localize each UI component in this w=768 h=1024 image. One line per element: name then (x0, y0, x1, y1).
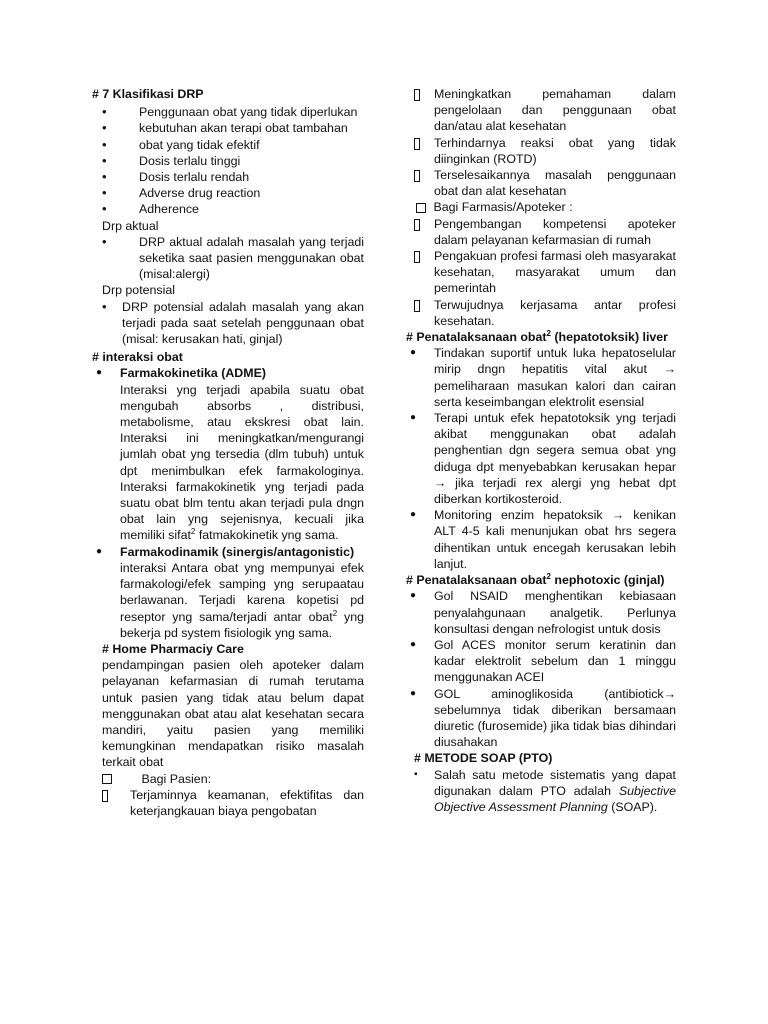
drp-potensial-label: Drp potensial (102, 283, 176, 298)
missing-glyph-icon (414, 300, 420, 312)
nephro-item: ● Gol NSAID menghentikan kebiasaan penyalahgunaan analgetik. Perlunya konsultasi dengan nefrologist untuk dosis (410, 589, 676, 636)
drp-item: • obat yang tidak efektif (102, 136, 260, 152)
drp-potensial-item: • DRP potensial adalah masalah yang akan terjadi pada saat setelah penggunaan obat (misal: kerusakan hati, ginjal) (102, 298, 364, 347)
home-heading: # Home Pharmaciy Care (102, 641, 244, 656)
soap-text: Salah satu metode sistematis yang dapat digunakan dalam PTO adalah Subjective Objective Assessment Planning (SOAP). (434, 767, 676, 814)
drp-item: • Adverse drug reaction (102, 185, 261, 201)
hepato-item: ● Terapi untuk efek hepatotoksik yng terjadi akibat menggunakan obat adalah penghentian dgn segera semua obat yng diduga dpt menyebabkan kerusakan hepar → jika terjadi rex alergi yng hebat dpt diberkan kortikosteroid. (410, 411, 676, 507)
farmakokinetika-text: Interaksi yng terjadi apabila suatu obat mengubah absorbs , distribusi, metabolisme, atau ekskresi obat lain. Interaksi ini meningkatkan/mengurangi jumlah obat yng tersedia (dlm tubuh) untuk dpt menimbulkan efek farmakologinya. Interaksi farmakokinetik yng terjadi pada suatu obat blm tentu akan terjadi pula dngn obat lain yng sejenisnya, kecuali jika memiliki sifat$^2$ fatmakokinetik yng sama. (120, 382, 364, 543)
farmasis-item: Pengakuan profesi farmasi oleh masyarakat kesehatan, masyarakat umum dan pemerintah (406, 248, 676, 297)
farmakodinamik-block: ● Farmakodinamik (sinergis/antagonistic) interaksi Antara obat yng mempunyai efek farmakologi/efek samping yng serupaatau berlawanan. Terjadi karena kopetisi pd reseptor yng sama/terjadi antar obat$^2$ yng bekerja pd system fisiologik yng sama. (92, 544, 364, 641)
drp-heading: # 7 Klasifikasi DRP (92, 87, 204, 101)
drp-item: • Dosis terlalu rendah (102, 169, 250, 185)
missing-glyph-icon (414, 89, 420, 101)
home-text: pendampingan pasien oleh apoteker dalam pelayanan kefarmasian di rumah terutama untuk pasien yang tidak atau belum dapat menggunakan obat atau alat kesehatan secara mandiri, yaitu pasien yang memiliki kemungkinan mendapatkan risiko masalah terkait obat (102, 658, 364, 770)
nephro-heading: # Penatalaksanaan obat$^2$ nephotoxic (ginjal) (406, 571, 665, 588)
left-column (92, 86, 364, 819)
drp-aktual-item: • DRP aktual adalah masalah yang terjadi seketika saat pasien menggunakan obat (misal:alergi) (102, 233, 364, 282)
pasien-item: Terjaminnya keamanan, efektifitas dan keterjangkauan biaya pengobatan (92, 787, 364, 819)
farmakokinetika-block: ● Farmakokinetika (ADME) Interaksi yng terjadi apabila suatu obat mengubah absorbs , distribusi, metabolisme, atau ekskresi obat lain. Interaksi ini meningkatkan/mengurangi jumlah obat yng tersedia (dlm tubuh) untuk dpt menimbulkan efek farmakologinya. Interaksi farmakokinetik yng terjadi pada suatu obat blm tentu akan terjadi pula dngn obat lain yng sejenisnya, kecuali jika memiliki sifat$^2$ fatmakokinetik yng sama. (92, 365, 364, 543)
drp-item: • Penggunaan obat yang tidak diperlukan (102, 104, 358, 120)
checkbox-icon (416, 203, 426, 213)
pasien-item: Terhindarnya reaksi obat yang tidak diinginkan (ROTD) (406, 135, 676, 167)
hepato-item: ● Monitoring enzim hepatoksik → kenikan ALT 4-5 kali menunjukan obat hrs segera dihentikan untuk encegah kerusakan lebih lanjut. (410, 508, 676, 571)
nephro-item: ● GOL aminoglikosida (antibiotick→ sebelumnya tidak diberikan bersamaan diuretic (furosemide) jika tidak bias dihindari diusahakan (410, 686, 676, 750)
bagi-farmasis: Bagi Farmasis/Apoteker : (406, 199, 676, 215)
soap-heading: # METODE SOAP (PTO) (414, 751, 553, 766)
missing-glyph-icon (414, 251, 420, 263)
checkbox-icon (102, 774, 112, 784)
farmakodinamik-title: Farmakodinamik (sinergis/antagonistic) (120, 544, 355, 559)
nephro-item: ● Gol ACES monitor serum keratinin dan kadar elektrolit sebelum dan 1 minggu menggunakan ACEI (410, 637, 676, 685)
drp-item: • Dosis terlalu tinggi (102, 152, 241, 168)
hepato-item: ● Tindakan suportif untuk luka hepatoselular mirip dngn hepatitis vital akut → pemeliharaan masukan kalori dan cairan serta keseimbangan elektrolit esensial (410, 346, 676, 409)
drp-item: • Adherence (102, 201, 199, 217)
missing-glyph-icon (414, 219, 420, 231)
farmakodinamik-text: interaksi Antara obat yng mempunyai efek farmakologi/efek samping yng serupaatau berlawanan. Terjadi karena kopetisi pd reseptor yng sama/terjadi antar obat$^2$ yng bekerja pd system fisiologik yng sama. (120, 560, 364, 640)
soap-item: ▪ Salah satu metode sistematis yang dapat digunakan dalam PTO adalah Subjective Objective Assessment Planning (SOAP). (406, 767, 676, 816)
drp-item: • kebutuhan akan terapi obat tambahan (102, 120, 348, 136)
pasien-item: Meningkatkan pemahaman dalam pengelolaan dan penggunaan obat dan/atau alat kesehatan (406, 86, 676, 135)
pasien-item: Terselesaikannya masalah penggunaan obat dan alat kesehatan (406, 167, 676, 199)
hepato-heading: # Penatalaksanaan obat$^2$ (hepatotoksik) liver (406, 328, 669, 345)
drp-aktual-label: Drp aktual (102, 218, 159, 233)
missing-glyph-icon (102, 790, 108, 802)
bagi-pasien: Bagi Pasien: (92, 771, 364, 787)
missing-glyph-icon (414, 170, 420, 182)
missing-glyph-icon (414, 138, 420, 150)
farmakokinetika-title: Farmakokinetika (ADME) (120, 366, 266, 381)
interaksi-heading: # interaksi obat (92, 350, 183, 365)
right-column (406, 86, 676, 815)
farmasis-item: Terwujudnya kerjasama antar profesi kesehatan. (406, 297, 676, 329)
farmasis-item: Pengembangan kompetensi apoteker dalam pelayanan kefarmasian di rumah (406, 216, 676, 248)
